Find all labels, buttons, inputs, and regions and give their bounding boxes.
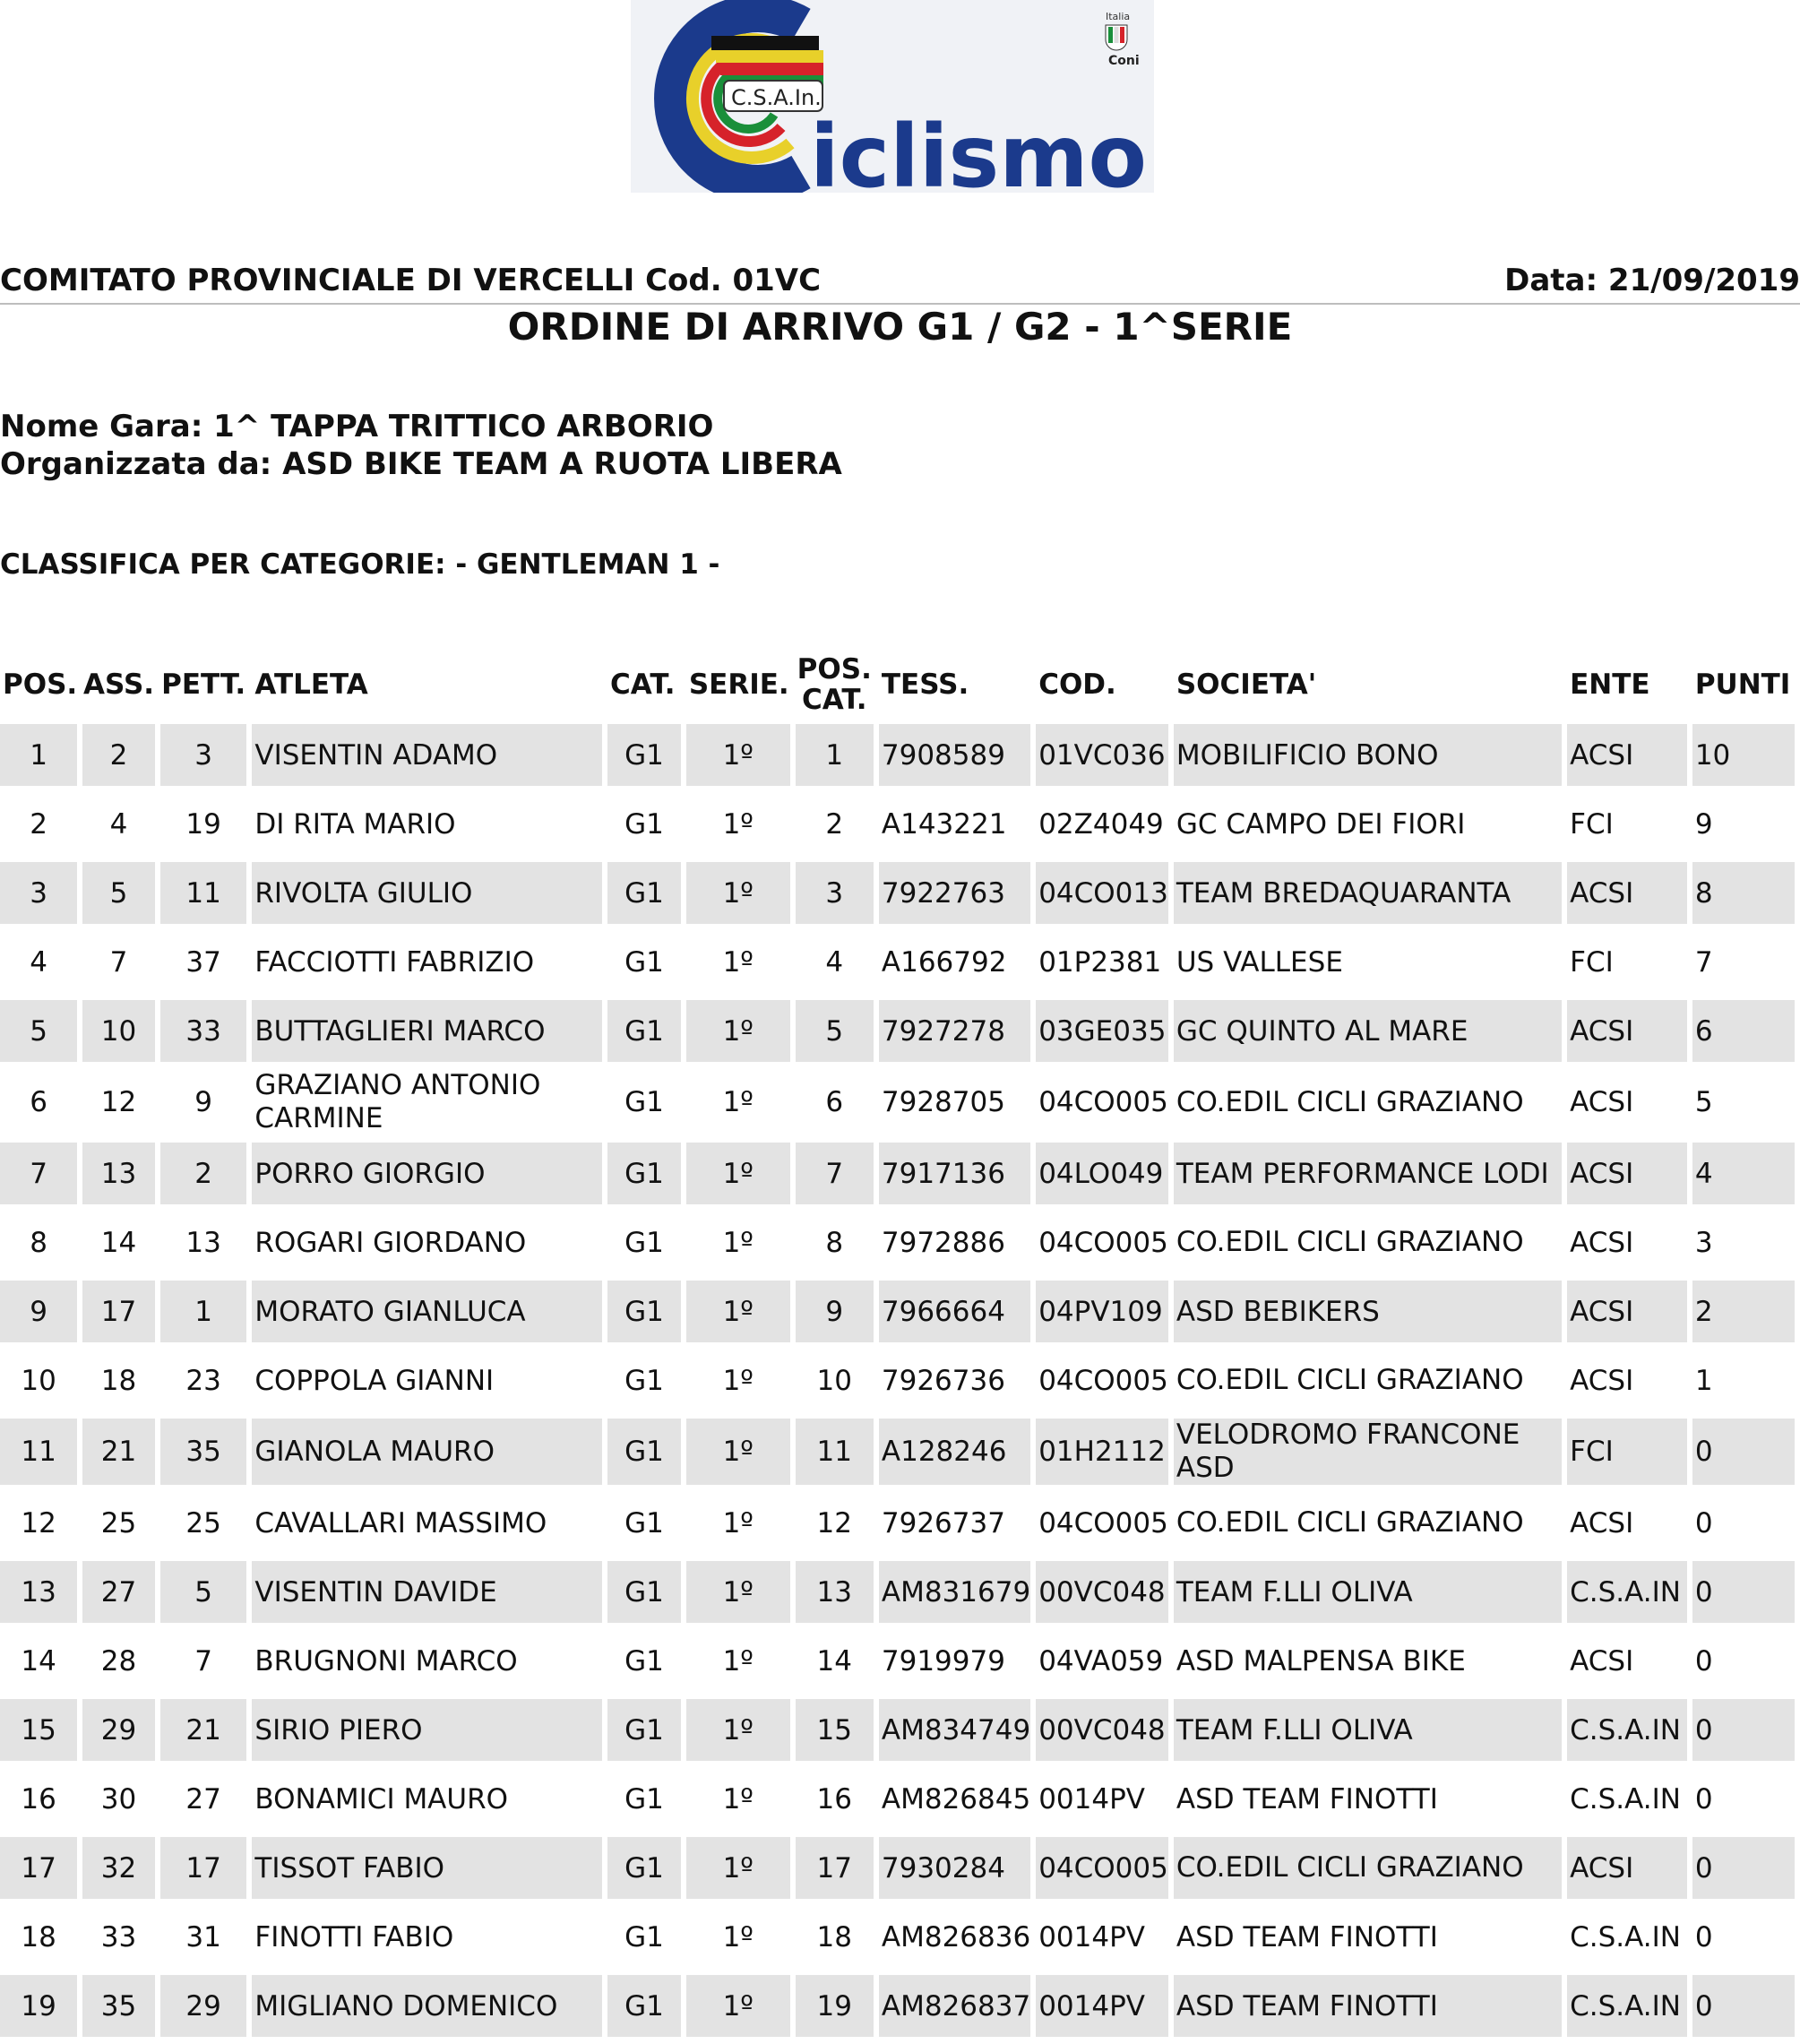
cell-pos-cat: 9 (796, 1281, 874, 1342)
cell-tess: A128246 (879, 1419, 1030, 1485)
column-header-pos-cat: POS. CAT. (797, 653, 872, 716)
cell-punti: 0 (1692, 1630, 1795, 1692)
cell-serie: 1º (686, 1281, 790, 1342)
cell-cat: G1 (607, 1069, 681, 1135)
table-row (0, 862, 1795, 924)
cell-pos-cat: 6 (796, 1069, 874, 1135)
cell-punti: 4 (1692, 1143, 1795, 1204)
cell-cat: G1 (607, 1212, 681, 1273)
cell-atleta: BUTTAGLIERI MARCO (252, 1000, 602, 1062)
cell-punti: 0 (1692, 1492, 1795, 1554)
cell-atleta: FACCIOTTI FABRIZIO (252, 931, 602, 993)
cell-tess: 7926736 (879, 1350, 1030, 1411)
cell-atleta: RIVOLTA GIULIO (252, 862, 602, 924)
cell-punti: 1 (1692, 1350, 1795, 1411)
cell-tess: 7919979 (879, 1630, 1030, 1692)
table-row (0, 1975, 1795, 2037)
table-row (0, 1212, 1795, 1273)
cell-pett: 37 (160, 931, 247, 993)
cell-cat: G1 (607, 1768, 681, 1830)
cell-tess: AM834749 (879, 1699, 1030, 1761)
cell-pett: 7 (160, 1630, 247, 1692)
cell-cod: 04CO013 (1036, 862, 1168, 924)
cell-societa: TEAM F.LLI OLIVA (1174, 1699, 1562, 1761)
cell-cod: 0014PV (1036, 1975, 1168, 2037)
cell-ass: 4 (82, 793, 155, 855)
cell-cod: 04CO005 (1036, 1492, 1168, 1554)
cell-punti: 6 (1692, 1000, 1795, 1062)
cell-ente: ACSI (1567, 1837, 1687, 1899)
cell-pett: 33 (160, 1000, 247, 1062)
cell-pos-cat: 10 (796, 1350, 874, 1411)
cell-ass: 29 (82, 1699, 155, 1761)
column-header-societa: SOCIETA' (1176, 668, 1317, 701)
cell-ente: ACSI (1567, 862, 1687, 924)
cell-serie: 1º (686, 931, 790, 993)
cell-pos-cat: 16 (796, 1768, 874, 1830)
cell-cat: G1 (607, 862, 681, 924)
cell-pos: 15 (0, 1699, 77, 1761)
cell-cat: G1 (607, 724, 681, 786)
cell-atleta: VISENTIN DAVIDE (252, 1561, 602, 1623)
cell-serie: 1º (686, 1975, 790, 2037)
table-row (0, 1768, 1795, 1830)
page-title: ORDINE DI ARRIVO G1 / G2 - 1^SERIE (507, 305, 1293, 349)
cell-punti: 0 (1692, 1699, 1795, 1761)
cell-pos-cat: 13 (796, 1561, 874, 1623)
cell-atleta: MIGLIANO DOMENICO (252, 1975, 602, 2037)
cell-pos: 19 (0, 1975, 77, 2037)
cell-pos: 12 (0, 1492, 77, 1554)
cell-serie: 1º (686, 1143, 790, 1204)
cell-pett: 29 (160, 1975, 247, 2037)
cell-pos-cat: 8 (796, 1212, 874, 1273)
cell-ente: C.S.A.IN (1567, 1768, 1687, 1830)
cell-pos: 13 (0, 1561, 77, 1623)
cell-atleta: TISSOT FABIO (252, 1837, 602, 1899)
cell-cat: G1 (607, 1699, 681, 1761)
cell-cat: G1 (607, 793, 681, 855)
results-table (0, 645, 1800, 2044)
column-header-atleta: ATLETA (254, 668, 368, 701)
cell-societa: ASD TEAM FINOTTI (1174, 1906, 1562, 1968)
cell-societa: ASD BEBIKERS (1174, 1281, 1562, 1342)
cell-ass: 18 (82, 1350, 155, 1411)
cell-cat: G1 (607, 1630, 681, 1692)
table-row (0, 1350, 1795, 1411)
cell-societa: GC QUINTO AL MARE (1174, 1000, 1562, 1062)
cell-pett: 19 (160, 793, 247, 855)
cell-tess: 7917136 (879, 1143, 1030, 1204)
table-row (0, 1837, 1795, 1899)
cell-ass: 2 (82, 724, 155, 786)
cell-ente: FCI (1567, 931, 1687, 993)
table-row (0, 1906, 1795, 1968)
cell-tess: AM826837 (879, 1975, 1030, 2037)
cell-serie: 1º (686, 1212, 790, 1273)
csain-ciclismo-logo (631, 0, 1154, 193)
table-row (0, 1419, 1795, 1485)
cell-cod: 00VC048 (1036, 1699, 1168, 1761)
cell-pett: 35 (160, 1419, 247, 1485)
table-row (0, 1699, 1795, 1761)
cell-ente: C.S.A.IN (1567, 1699, 1687, 1761)
cell-atleta: COPPOLA GIANNI (252, 1350, 602, 1411)
cell-punti: 0 (1692, 1561, 1795, 1623)
cell-cod: 04VA059 (1036, 1630, 1168, 1692)
cell-tess: 7972886 (879, 1212, 1030, 1273)
race-name: Nome Gara: 1^ TAPPA TRITTICO ARBORIO (0, 409, 714, 444)
cell-serie: 1º (686, 1630, 790, 1692)
cell-atleta: CAVALLARI MASSIMO (252, 1492, 602, 1554)
cell-tess: 7927278 (879, 1000, 1030, 1062)
cell-ente: FCI (1567, 1419, 1687, 1485)
cell-pos: 6 (0, 1069, 77, 1135)
cell-punti: 9 (1692, 793, 1795, 855)
cell-ass: 33 (82, 1906, 155, 1968)
column-header-tess: TESS. (881, 668, 969, 701)
cell-cod: 04PV109 (1036, 1281, 1168, 1342)
cell-tess: A143221 (879, 793, 1030, 855)
cell-pos: 8 (0, 1212, 77, 1273)
cell-serie: 1º (686, 1561, 790, 1623)
cell-pett: 31 (160, 1906, 247, 1968)
cell-cat: G1 (607, 1906, 681, 1968)
table-row (0, 1492, 1795, 1554)
cell-ente: ACSI (1567, 1630, 1687, 1692)
cell-societa: ASD TEAM FINOTTI (1174, 1975, 1562, 2037)
cell-pos: 4 (0, 931, 77, 993)
cell-pett: 27 (160, 1768, 247, 1830)
cell-cod: 01H2112 (1036, 1419, 1168, 1485)
cell-cod: 04CO005 (1036, 1069, 1168, 1135)
cell-ente: ACSI (1567, 1492, 1687, 1554)
cell-punti: 3 (1692, 1212, 1795, 1273)
cell-pos-cat: 12 (796, 1492, 874, 1554)
cell-pos: 9 (0, 1281, 77, 1342)
cell-atleta: ROGARI GIORDANO (252, 1212, 602, 1273)
cell-cat: G1 (607, 1419, 681, 1485)
column-header-pett: PETT. (161, 668, 246, 701)
cell-atleta: BRUGNONI MARCO (252, 1630, 602, 1692)
cell-cod: 0014PV (1036, 1906, 1168, 1968)
cell-societa: CO.EDIL CICLI GRAZIANO (1174, 1212, 1562, 1273)
table-row (0, 1000, 1795, 1062)
cell-ente: ACSI (1567, 1350, 1687, 1411)
cell-cod: 04CO005 (1036, 1837, 1168, 1899)
cell-cat: G1 (607, 1561, 681, 1623)
svg-text:Coni: Coni (1108, 54, 1140, 68)
cell-ente: C.S.A.IN (1567, 1906, 1687, 1968)
cell-pett: 17 (160, 1837, 247, 1899)
column-header-cat: CAT. (610, 668, 676, 701)
header-line (0, 263, 1800, 302)
cell-pett: 13 (160, 1212, 247, 1273)
cell-pos: 17 (0, 1837, 77, 1899)
cell-tess: A166792 (879, 931, 1030, 993)
cell-tess: AM831679 (879, 1561, 1030, 1623)
cell-societa: CO.EDIL CICLI GRAZIANO (1174, 1837, 1562, 1899)
cell-punti: 0 (1692, 1419, 1795, 1485)
cell-pos-cat: 19 (796, 1975, 874, 2037)
cell-pett: 23 (160, 1350, 247, 1411)
cell-pos-cat: 11 (796, 1419, 874, 1485)
cell-ente: FCI (1567, 793, 1687, 855)
cell-punti: 10 (1692, 724, 1795, 786)
cell-serie: 1º (686, 1069, 790, 1135)
cell-serie: 1º (686, 1000, 790, 1062)
cell-atleta: SIRIO PIERO (252, 1699, 602, 1761)
ranking-title: CLASSIFICA PER CATEGORIE: - GENTLEMAN 1 - (0, 548, 720, 581)
cell-ente: C.S.A.IN (1567, 1975, 1687, 2037)
cell-serie: 1º (686, 793, 790, 855)
cell-ass: 14 (82, 1212, 155, 1273)
table-row (0, 1281, 1795, 1342)
cell-serie: 1º (686, 1492, 790, 1554)
cell-punti: 7 (1692, 931, 1795, 993)
logo-text: C.S.A.In. (731, 85, 822, 110)
cell-tess: 7926737 (879, 1492, 1030, 1554)
cell-societa: MOBILIFICIO BONO (1174, 724, 1562, 786)
cell-societa: CO.EDIL CICLI GRAZIANO (1174, 1492, 1562, 1554)
cell-punti: 5 (1692, 1069, 1795, 1135)
cell-pos-cat: 4 (796, 931, 874, 993)
cell-pos-cat: 7 (796, 1143, 874, 1204)
cell-cod: 0014PV (1036, 1768, 1168, 1830)
cell-societa: TEAM PERFORMANCE LODI (1174, 1143, 1562, 1204)
cell-ente: ACSI (1567, 1212, 1687, 1273)
cell-punti: 0 (1692, 1837, 1795, 1899)
table-row (0, 931, 1795, 993)
cell-atleta: BONAMICI MAURO (252, 1768, 602, 1830)
cell-ass: 25 (82, 1492, 155, 1554)
cell-atleta: MORATO GIANLUCA (252, 1281, 602, 1342)
column-header-ass: ASS. (83, 668, 155, 701)
cell-pos: 18 (0, 1906, 77, 1968)
cell-pos-cat: 2 (796, 793, 874, 855)
cell-cod: 04CO005 (1036, 1212, 1168, 1273)
cell-serie: 1º (686, 1768, 790, 1830)
cell-pos: 10 (0, 1350, 77, 1411)
cell-atleta: FINOTTI FABIO (252, 1906, 602, 1968)
cell-cat: G1 (607, 1975, 681, 2037)
cell-ass: 17 (82, 1281, 155, 1342)
cell-ass: 28 (82, 1630, 155, 1692)
cell-cod: 01VC036 (1036, 724, 1168, 786)
table-header-row (0, 652, 1795, 717)
cell-tess: 7908589 (879, 724, 1030, 786)
cell-ass: 10 (82, 1000, 155, 1062)
cell-societa: CO.EDIL CICLI GRAZIANO (1174, 1069, 1562, 1135)
table-body (0, 724, 1795, 2037)
column-header-ente: ENTE (1570, 668, 1650, 701)
cell-ente: ACSI (1567, 1069, 1687, 1135)
cell-ente: ACSI (1567, 724, 1687, 786)
cell-serie: 1º (686, 1906, 790, 1968)
cell-atleta: DI RITA MARIO (252, 793, 602, 855)
table-row (0, 793, 1795, 855)
cell-tess: AM826845 (879, 1768, 1030, 1830)
cell-pos-cat: 3 (796, 862, 874, 924)
cell-societa: TEAM F.LLI OLIVA (1174, 1561, 1562, 1623)
cell-punti: 0 (1692, 1768, 1795, 1830)
cell-punti: 8 (1692, 862, 1795, 924)
cell-serie: 1º (686, 1350, 790, 1411)
cell-atleta: GIANOLA MAURO (252, 1419, 602, 1485)
cell-ass: 13 (82, 1143, 155, 1204)
cell-pos: 3 (0, 862, 77, 924)
cell-cat: G1 (607, 1837, 681, 1899)
table-row (0, 1630, 1795, 1692)
cell-pett: 9 (160, 1069, 247, 1135)
table-row (0, 1561, 1795, 1623)
cell-serie: 1º (686, 1699, 790, 1761)
cell-atleta: VISENTIN ADAMO (252, 724, 602, 786)
race-organizer: Organizzata da: ASD BIKE TEAM A RUOTA LIBERA (0, 446, 842, 482)
cell-pos: 2 (0, 793, 77, 855)
cell-tess: 7930284 (879, 1837, 1030, 1899)
cell-cod: 04LO049 (1036, 1143, 1168, 1204)
cell-pos: 16 (0, 1768, 77, 1830)
cell-pos: 14 (0, 1630, 77, 1692)
cell-pos: 5 (0, 1000, 77, 1062)
committee-label: COMITATO PROVINCIALE DI VERCELLI Cod. 01VC (0, 263, 822, 298)
coni-badge-icon (1106, 11, 1140, 68)
cell-ass: 27 (82, 1561, 155, 1623)
cell-ass: 21 (82, 1419, 155, 1485)
cell-pett: 1 (160, 1281, 247, 1342)
cell-ass: 30 (82, 1768, 155, 1830)
cell-tess: 7922763 (879, 862, 1030, 924)
cell-ass: 5 (82, 862, 155, 924)
cell-cat: G1 (607, 931, 681, 993)
cell-pett: 11 (160, 862, 247, 924)
cell-cat: G1 (607, 1281, 681, 1342)
cell-atleta: PORRO GIORGIO (252, 1143, 602, 1204)
cell-serie: 1º (686, 862, 790, 924)
cell-pett: 3 (160, 724, 247, 786)
cell-atleta: GRAZIANO ANTONIO CARMINE (252, 1069, 602, 1135)
column-header-cod: COD. (1038, 668, 1116, 701)
cell-tess: AM826836 (879, 1906, 1030, 1968)
cell-cod: 02Z4049 (1036, 793, 1168, 855)
cell-societa: TEAM BREDAQUARANTA (1174, 862, 1562, 924)
cell-societa: US VALLESE (1174, 931, 1562, 993)
cell-pos-cat: 5 (796, 1000, 874, 1062)
cell-pos-cat: 18 (796, 1906, 874, 1968)
cell-pos-cat: 14 (796, 1630, 874, 1692)
cell-cat: G1 (607, 1143, 681, 1204)
column-header-punti: PUNTI (1694, 668, 1791, 701)
cell-ente: ACSI (1567, 1000, 1687, 1062)
cell-pos-cat: 17 (796, 1837, 874, 1899)
cell-serie: 1º (686, 1837, 790, 1899)
cell-pett: 2 (160, 1143, 247, 1204)
cell-pett: 25 (160, 1492, 247, 1554)
cell-pett: 21 (160, 1699, 247, 1761)
cell-pos-cat: 15 (796, 1699, 874, 1761)
cell-punti: 0 (1692, 1906, 1795, 1968)
cell-societa: ASD MALPENSA BIKE (1174, 1630, 1562, 1692)
cell-pos: 1 (0, 724, 77, 786)
cell-pos: 11 (0, 1419, 77, 1485)
cell-tess: 7928705 (879, 1069, 1030, 1135)
cell-cat: G1 (607, 1492, 681, 1554)
svg-text:Italia: Italia (1106, 11, 1131, 22)
cell-tess: 7966664 (879, 1281, 1030, 1342)
cell-ente: ACSI (1567, 1281, 1687, 1342)
cell-ass: 32 (82, 1837, 155, 1899)
cell-serie: 1º (686, 724, 790, 786)
cell-pett: 5 (160, 1561, 247, 1623)
cell-ass: 12 (82, 1069, 155, 1135)
column-header-pos: POS. (3, 668, 78, 701)
cell-cod: 03GE035 (1036, 1000, 1168, 1062)
cell-societa: GC CAMPO DEI FIORI (1174, 793, 1562, 855)
cell-societa: ASD TEAM FINOTTI (1174, 1768, 1562, 1830)
cell-societa: CO.EDIL CICLI GRAZIANO (1174, 1350, 1562, 1411)
date-label: Data: 21/09/2019 (1504, 263, 1800, 298)
cell-punti: 2 (1692, 1281, 1795, 1342)
cell-cat: G1 (607, 1350, 681, 1411)
cell-ass: 7 (82, 931, 155, 993)
cell-cod: 00VC048 (1036, 1561, 1168, 1623)
table-row (0, 1069, 1795, 1135)
cell-ente: ACSI (1567, 1143, 1687, 1204)
cell-serie: 1º (686, 1419, 790, 1485)
cell-societa: VELODROMO FRANCONE ASD (1174, 1419, 1562, 1485)
cell-cod: 04CO005 (1036, 1350, 1168, 1411)
cell-punti: 0 (1692, 1975, 1795, 2037)
cell-pos-cat: 1 (796, 724, 874, 786)
column-header-serie: SERIE. (688, 668, 789, 701)
table-row (0, 1143, 1795, 1204)
cell-pos: 7 (0, 1143, 77, 1204)
cell-cod: 01P2381 (1036, 931, 1168, 993)
logo-wordmark: iclismo (810, 107, 1147, 193)
cell-ass: 35 (82, 1975, 155, 2037)
cell-ente: C.S.A.IN (1567, 1561, 1687, 1623)
table-row (0, 724, 1795, 786)
cell-cat: G1 (607, 1000, 681, 1062)
